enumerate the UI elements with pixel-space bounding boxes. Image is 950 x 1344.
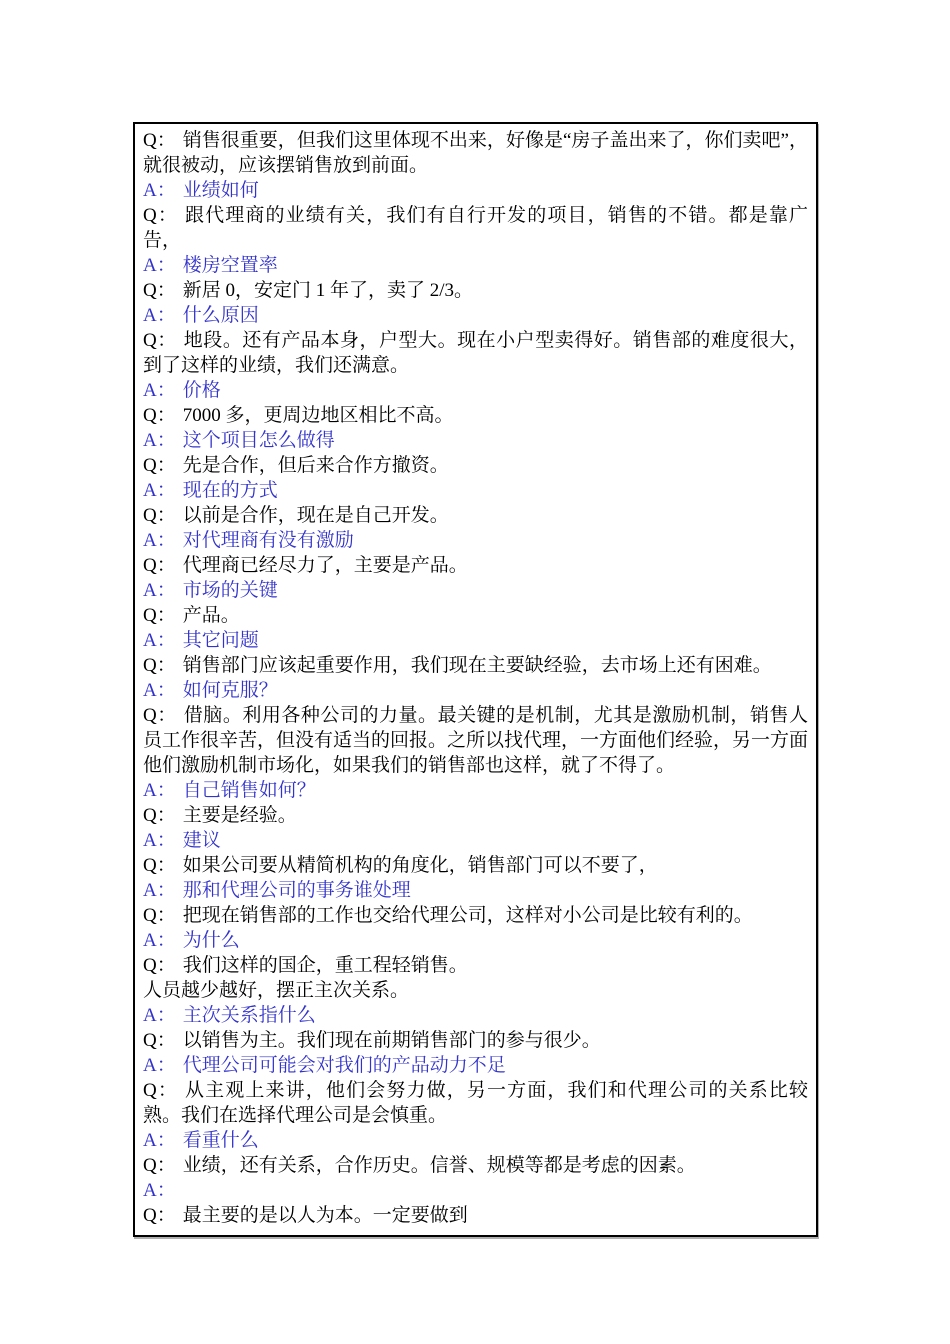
speaker-prefix: A： (143, 430, 176, 451)
qa-entry (143, 553, 808, 578)
speaker-prefix: Q： (143, 505, 176, 526)
qa-text: 主次关系指什么 (182, 1005, 316, 1026)
qa-text: 地段。还有产品本身，户型大。现在小户型卖得好。销售部的难度很大，到了这样的业绩，我们还满意。 (143, 330, 808, 376)
speaker-prefix: Q： (143, 455, 176, 476)
speaker-prefix: Q： (143, 705, 177, 726)
qa-entry (143, 678, 808, 703)
qa-text: 7000 多，更周边地区相比不高。 (182, 405, 454, 426)
qa-text: 市场的关键 (182, 580, 278, 601)
qa-text: 新居 0，安定门 1 年了，卖了 2/3。 (182, 280, 474, 301)
qa-entry (143, 178, 808, 203)
qa-entry (143, 528, 808, 553)
qa-text: 把现在销售部的工作也交给代理公司，这样对小公司是比较有利的。 (182, 905, 753, 926)
qa-text: 那和代理公司的事务谁处理 (182, 880, 411, 901)
qa-entry (143, 403, 808, 428)
qa-text: 从主观上来讲，他们会努力做，另一方面，我们和代理公司的关系比较熟。我们在选择代理公司是会慎重。 (143, 1080, 808, 1126)
speaker-prefix: Q： (143, 905, 176, 926)
speaker-prefix: Q： (143, 955, 176, 976)
qa-text: 最主要的是以人为本。一定要做到 (182, 1205, 468, 1226)
qa-entry (143, 703, 808, 778)
speaker-prefix: A： (143, 255, 176, 276)
qa-entry (143, 128, 808, 178)
qa-text: 主要是经验。 (182, 805, 297, 826)
qa-entry (143, 1078, 808, 1128)
qa-entry (143, 628, 808, 653)
qa-entry (143, 578, 808, 603)
qa-text: 跟代理商的业绩有关，我们有自行开发的项目，销售的不错。都是靠广告， (143, 205, 808, 251)
qa-text: 这个项目怎么做得 (182, 430, 335, 451)
qa-text: 看重什么 (182, 1130, 259, 1151)
qa-entry (143, 1153, 808, 1178)
speaker-prefix: A： (143, 380, 176, 401)
qa-entry (143, 478, 808, 503)
qa-entry (143, 603, 808, 628)
qa-entry (143, 828, 808, 853)
speaker-prefix: A： (143, 1005, 176, 1026)
qa-entry (143, 278, 808, 303)
qa-entry (143, 803, 808, 828)
speaker-prefix: A： (143, 180, 176, 201)
speaker-prefix: A： (143, 1130, 176, 1151)
qa-entry (143, 203, 808, 253)
qa-text: 销售部门应该起重要作用，我们现在主要缺经验，去市场上还有困难。 (182, 655, 772, 676)
qa-text: 价格 (182, 380, 221, 401)
qa-entry (143, 428, 808, 453)
speaker-prefix: Q： (143, 405, 176, 426)
qa-text: 销售很重要，但我们这里体现不出来，好像是“房子盖出来了，你们卖吧”，就很被动，应该摆销售放到前面。 (143, 130, 808, 176)
speaker-prefix: A： (143, 880, 176, 901)
speaker-prefix: A： (143, 680, 176, 701)
qa-entry (143, 1053, 808, 1078)
speaker-prefix: A： (143, 580, 176, 601)
speaker-prefix: A： (143, 305, 176, 326)
qa-entry (143, 453, 808, 478)
qa-entry (143, 303, 808, 328)
qa-text: 以销售为主。我们现在前期销售部门的参与很少。 (182, 1030, 601, 1051)
speaker-prefix: Q： (143, 805, 176, 826)
speaker-prefix: Q： (143, 130, 176, 151)
qa-text: 代理商已经尽力了，主要是产品。 (182, 555, 468, 576)
speaker-prefix: Q： (143, 1030, 176, 1051)
qa-entry (143, 928, 808, 953)
qa-entry (143, 653, 808, 678)
speaker-prefix: Q： (143, 1205, 176, 1226)
qa-text: 其它问题 (182, 630, 259, 651)
speaker-prefix: A： (143, 930, 176, 951)
speaker-prefix: A： (143, 530, 176, 551)
qa-entry (143, 1128, 808, 1153)
speaker-prefix: A： (143, 830, 176, 851)
qa-text: 我们这样的国企，重工程轻销售。 (182, 955, 468, 976)
qa-entry (143, 978, 808, 1003)
qa-text: 先是合作，但后来合作方撤资。 (182, 455, 449, 476)
speaker-prefix: A： (143, 480, 176, 501)
qa-text: 什么原因 (182, 305, 259, 326)
qa-entry (143, 903, 808, 928)
qa-text: 为什么 (182, 930, 240, 951)
qa-text: 自己销售如何？ (182, 780, 316, 801)
speaker-prefix: Q： (143, 605, 176, 626)
qa-entry (143, 1003, 808, 1028)
qa-text: 现在的方式 (182, 480, 278, 501)
qa-entry (143, 503, 808, 528)
qa-text: 如何克服？ (182, 680, 278, 701)
speaker-prefix: Q： (143, 280, 176, 301)
qa-entry (143, 778, 808, 803)
qa-dialog (133, 122, 818, 1237)
qa-entry (143, 1028, 808, 1053)
speaker-prefix: Q： (143, 655, 176, 676)
qa-text: 业绩，还有关系，合作历史。信誉、规模等都是考虑的因素。 (182, 1155, 696, 1176)
speaker-prefix: A： (143, 780, 176, 801)
qa-entry (143, 378, 808, 403)
speaker-prefix: Q： (143, 205, 178, 226)
speaker-prefix: Q： (143, 330, 177, 351)
speaker-prefix: A： (143, 630, 176, 651)
qa-entry (143, 1203, 808, 1228)
speaker-prefix: A： (143, 1055, 176, 1076)
qa-text: 以前是合作，现在是自己开发。 (182, 505, 449, 526)
qa-text: 建议 (182, 830, 221, 851)
qa-entry (143, 953, 808, 978)
qa-entry (143, 1178, 808, 1203)
speaker-prefix: A： (143, 1180, 176, 1201)
qa-text: 代理公司可能会对我们的产品动力不足 (182, 1055, 506, 1076)
qa-entry (143, 328, 808, 378)
qa-text: 人员越少越好，摆正主次关系。 (143, 980, 410, 1001)
qa-text: 如果公司要从精简机构的角度化，销售部门可以不要了， (182, 855, 658, 876)
speaker-prefix: Q： (143, 855, 176, 876)
qa-entry (143, 853, 808, 878)
qa-text: 楼房空置率 (182, 255, 278, 276)
qa-text: 对代理商有没有激励 (182, 530, 354, 551)
speaker-prefix: Q： (143, 1155, 176, 1176)
qa-text: 业绩如何 (182, 180, 259, 201)
qa-entry (143, 878, 808, 903)
speaker-prefix: Q： (143, 555, 176, 576)
qa-text: 借脑。利用各种公司的力量。最关键的是机制，尤其是激励机制，销售人员工作很辛苦，但没有适当的回报。之所以找代理，一方面他们经验，另一方面他们激励机制市场化，如果我们的销售部也这样，就了不得了。 (143, 705, 809, 776)
qa-text: 产品。 (182, 605, 240, 626)
speaker-prefix: Q： (143, 1080, 178, 1101)
qa-entry (143, 253, 808, 278)
